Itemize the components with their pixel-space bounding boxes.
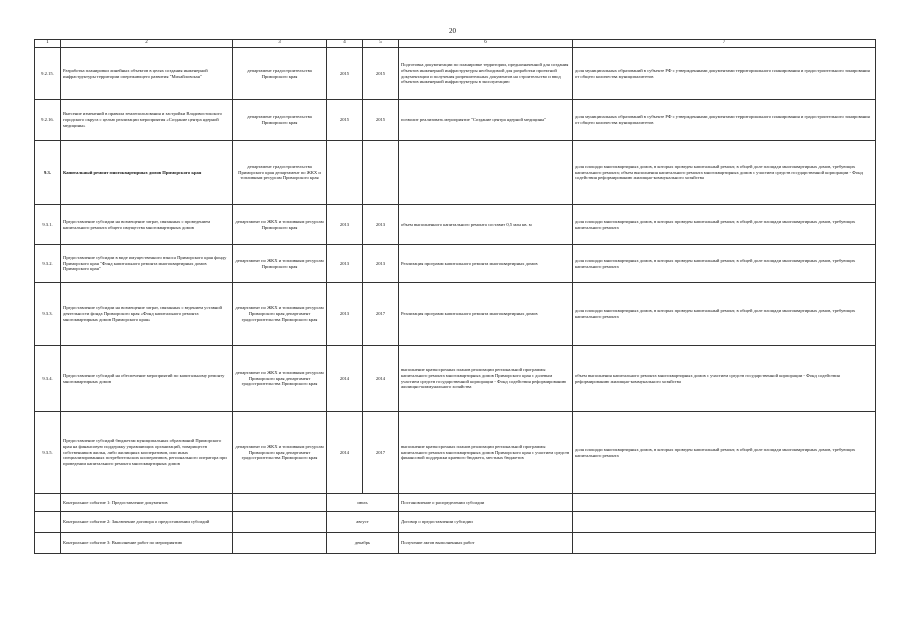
end-year: 2013: [363, 245, 399, 283]
start-year: 2013: [327, 205, 363, 245]
expected-result: выполнение краткосрочных планов реализации региональной программы капитального ремонта многоквартирных домов Приморского края с участием средств финансовой поддержки краевого бюджета, местных бюджетов: [399, 412, 573, 494]
page-number: 20: [449, 27, 456, 35]
row-number: 9.3.1.: [35, 205, 61, 245]
indicator: [573, 512, 876, 533]
responsible-department: [233, 494, 327, 512]
event-result: Договор о предоставлении субсидии: [399, 512, 573, 533]
start-year: 2014: [327, 412, 363, 494]
table-row: [35, 412, 876, 494]
start-year: 2015: [327, 48, 363, 100]
event-name: Контрольное событие 1: Предоставление документов: [61, 494, 233, 512]
activity-name: Предоставление субсидии в виде имущественного взноса Приморского края фонду Приморского края "Фонд капитального ремонта многоквартирных домов Приморского края": [61, 245, 233, 283]
control-event-row: [35, 512, 876, 533]
start-year: 2015: [327, 100, 363, 141]
activity-name: Предоставление субсидии на возмещение затрат, связанных с проведением капитального ремонта общего имущества многоквартирных домов: [61, 205, 233, 245]
responsible-department: департамент по ЖКХ и топливным ресурсам Приморского края: [233, 245, 327, 283]
end-year: 2015: [363, 100, 399, 141]
activity-name: Капитальный ремонт многоквартирных домов Приморского края: [61, 141, 233, 205]
expected-result: позволит реализовать мероприятие "Создание центра ядерной медицины": [399, 100, 573, 141]
row-number: 9.3.5.: [35, 412, 61, 494]
start-year: [327, 141, 363, 205]
end-year: 2013: [363, 205, 399, 245]
row-number: [35, 533, 61, 554]
event-name: Контрольное событие 3: Выполнение работ по мероприятию: [61, 533, 233, 554]
column-header: 3: [233, 40, 327, 48]
responsible-department: департамент градостроительства Приморского края: [233, 48, 327, 100]
control-event-row: [35, 533, 876, 554]
expected-result: Реализация программ капитального ремонта многоквартирных домов: [399, 283, 573, 346]
row-number: 9.2.16.: [35, 100, 61, 141]
activity-name: Предоставление субсидии на возмещение затрат, связанных с ведением уставной деятельности фонда Приморского края «Фонд капитального ремонта многоквартирных домов Приморского края»: [61, 283, 233, 346]
row-number: 9.3.2.: [35, 245, 61, 283]
activity-table: [34, 39, 876, 554]
column-header: 5: [363, 40, 399, 48]
indicator: доля площади многоквартирных домов, в которых проведен капитальный ремонт, в общей доле площади многоквартирных домов, требующих капитального ремонта: [573, 283, 876, 346]
activity-name: Разработка планировки линейных объектов в целях создания инженерной инфраструктуры территории опережающего развития "Михайловская": [61, 48, 233, 100]
row-number: 9.3.: [35, 141, 61, 205]
activity-name: Предоставление субсидий на обеспечение мероприятий по капитальному ремонту многоквартирных домов: [61, 346, 233, 412]
responsible-department: департамент по ЖКХ и топливным ресурсам Приморского края департамент градостроительства Приморского края: [233, 346, 327, 412]
responsible-department: [233, 533, 327, 554]
start-year: 2013: [327, 245, 363, 283]
column-header: 2: [61, 40, 233, 48]
indicator: [573, 494, 876, 512]
indicator: [573, 533, 876, 554]
event-date: декабрь: [327, 533, 399, 554]
indicator: доля площади многоквартирных домов, в которых проведен капитальный ремонт, в общей доле площади многоквартирных домов, требующих капитального ремонта: [573, 205, 876, 245]
expected-result: выполнение краткосрочных планов реализации региональной программы капитального ремонта многоквартирных домов Приморского края с долевым участием средств государственной корпорации - Фонд содействия реформированию жилищно-коммунального хозяйства: [399, 346, 573, 412]
indicator: доля муниципальных образований в субъекте РФ с утвержденными документами территориального планирования и градостроительного зонирования от общего количества муниципалитетов: [573, 100, 876, 141]
table-row: [35, 245, 876, 283]
row-number: 9.3.3.: [35, 283, 61, 346]
event-date: июль: [327, 494, 399, 512]
row-number: 9.3.4.: [35, 346, 61, 412]
responsible-department: департамент по ЖКХ и топливным ресурсам Приморского края: [233, 205, 327, 245]
indicator: доля площади многоквартирных домов, в которых проведен капитальный ремонт, в общей доле площади многоквартирных домов, требующих капитального ремонта: [573, 412, 876, 494]
activity-name: Внесение изменений в правила землепользования и застройки Владивостокского городского округа с целью реализации мероприятия «Создание центра ядерной медицины»: [61, 100, 233, 141]
event-result: Получение актов выполненных работ: [399, 533, 573, 554]
table-row: [35, 283, 876, 346]
end-year: 2017: [363, 283, 399, 346]
start-year: 2014: [327, 346, 363, 412]
event-name: Контрольное событие 2: Заключение договора о предоставлении субсидий: [61, 512, 233, 533]
responsible-department: департамент по ЖКХ и топливным ресурсам Приморского края департамент градостроительства Приморского края: [233, 283, 327, 346]
expected-result: объем выполненного капитального ремонта составит 0,5 млн кв. м: [399, 205, 573, 245]
start-year: 2013: [327, 283, 363, 346]
expected-result: [399, 141, 573, 205]
indicator: доля площади многоквартирных домов, в которых проведен капитальный ремонт, в общей доле площади многоквартирных домов, требующих капитального ремонта; объем выполнения капитального ремонта многоквартирных домов с участием средств государственной корпорации - Фонд содействия реформированию жилищно-коммунального хозяйства: [573, 141, 876, 205]
responsible-department: департамент градостроительства Приморского края департамент по ЖКХ и топливным ресурсам Приморского края: [233, 141, 327, 205]
table-row: [35, 346, 876, 412]
indicator: доля площади многоквартирных домов, в которых проведен капитальный ремонт, в общей доле площади многоквартирных домов, требующих капитального ремонта: [573, 245, 876, 283]
table-header-row: [35, 40, 876, 48]
column-header: 4: [327, 40, 363, 48]
column-header: 1: [35, 40, 61, 48]
column-header: 6: [399, 40, 573, 48]
table-row: [35, 100, 876, 141]
responsible-department: [233, 512, 327, 533]
event-result: Постановление о распределении субсидии: [399, 494, 573, 512]
end-year: [363, 141, 399, 205]
responsible-department: департамент по ЖКХ и топливным ресурсам Приморского края департамент градостроительства Приморского края: [233, 412, 327, 494]
indicator: объем выполнения капитального ремонта многоквартирных домов с участием средств государственной корпорации - Фонд содействия реформированию жилищно-коммунального хозяйства: [573, 346, 876, 412]
expected-result: Реализация программ капитального ремонта многоквартирных домов: [399, 245, 573, 283]
row-number: [35, 512, 61, 533]
indicator: доля муниципальных образований в субъекте РФ с утвержденными документами территориального планирования и градостроительного зонирования от общего количества муниципалитетов: [573, 48, 876, 100]
table-row: [35, 205, 876, 245]
activity-name: Предоставление субсидий бюджетам муниципальных образований Приморского края на финансовую поддержку управляющих организаций, товариществ собственников жилья, либо жилищных кооперативов, или иных специализированных потребительских кооперативов, регионального оператора при проведении капитального ремонта многоквартирных домов: [61, 412, 233, 494]
responsible-department: департамент градостроительства Приморского края: [233, 100, 327, 141]
expected-result: Подготовка документации по планировке территории, предназначенной для создания объектов инженерной инфраструктуры необходимой для разработки проектной документации и получения разрешительных документов на строительство и ввод объектов инженерной инфраструктуры в эксплуатацию: [399, 48, 573, 100]
column-header: 7: [573, 40, 876, 48]
event-date: август: [327, 512, 399, 533]
control-event-row: [35, 494, 876, 512]
end-year: 2017: [363, 412, 399, 494]
end-year: 2015: [363, 48, 399, 100]
row-number: [35, 494, 61, 512]
table-row: [35, 48, 876, 100]
row-number: 9.2.15.: [35, 48, 61, 100]
section-row: [35, 141, 876, 205]
end-year: 2014: [363, 346, 399, 412]
